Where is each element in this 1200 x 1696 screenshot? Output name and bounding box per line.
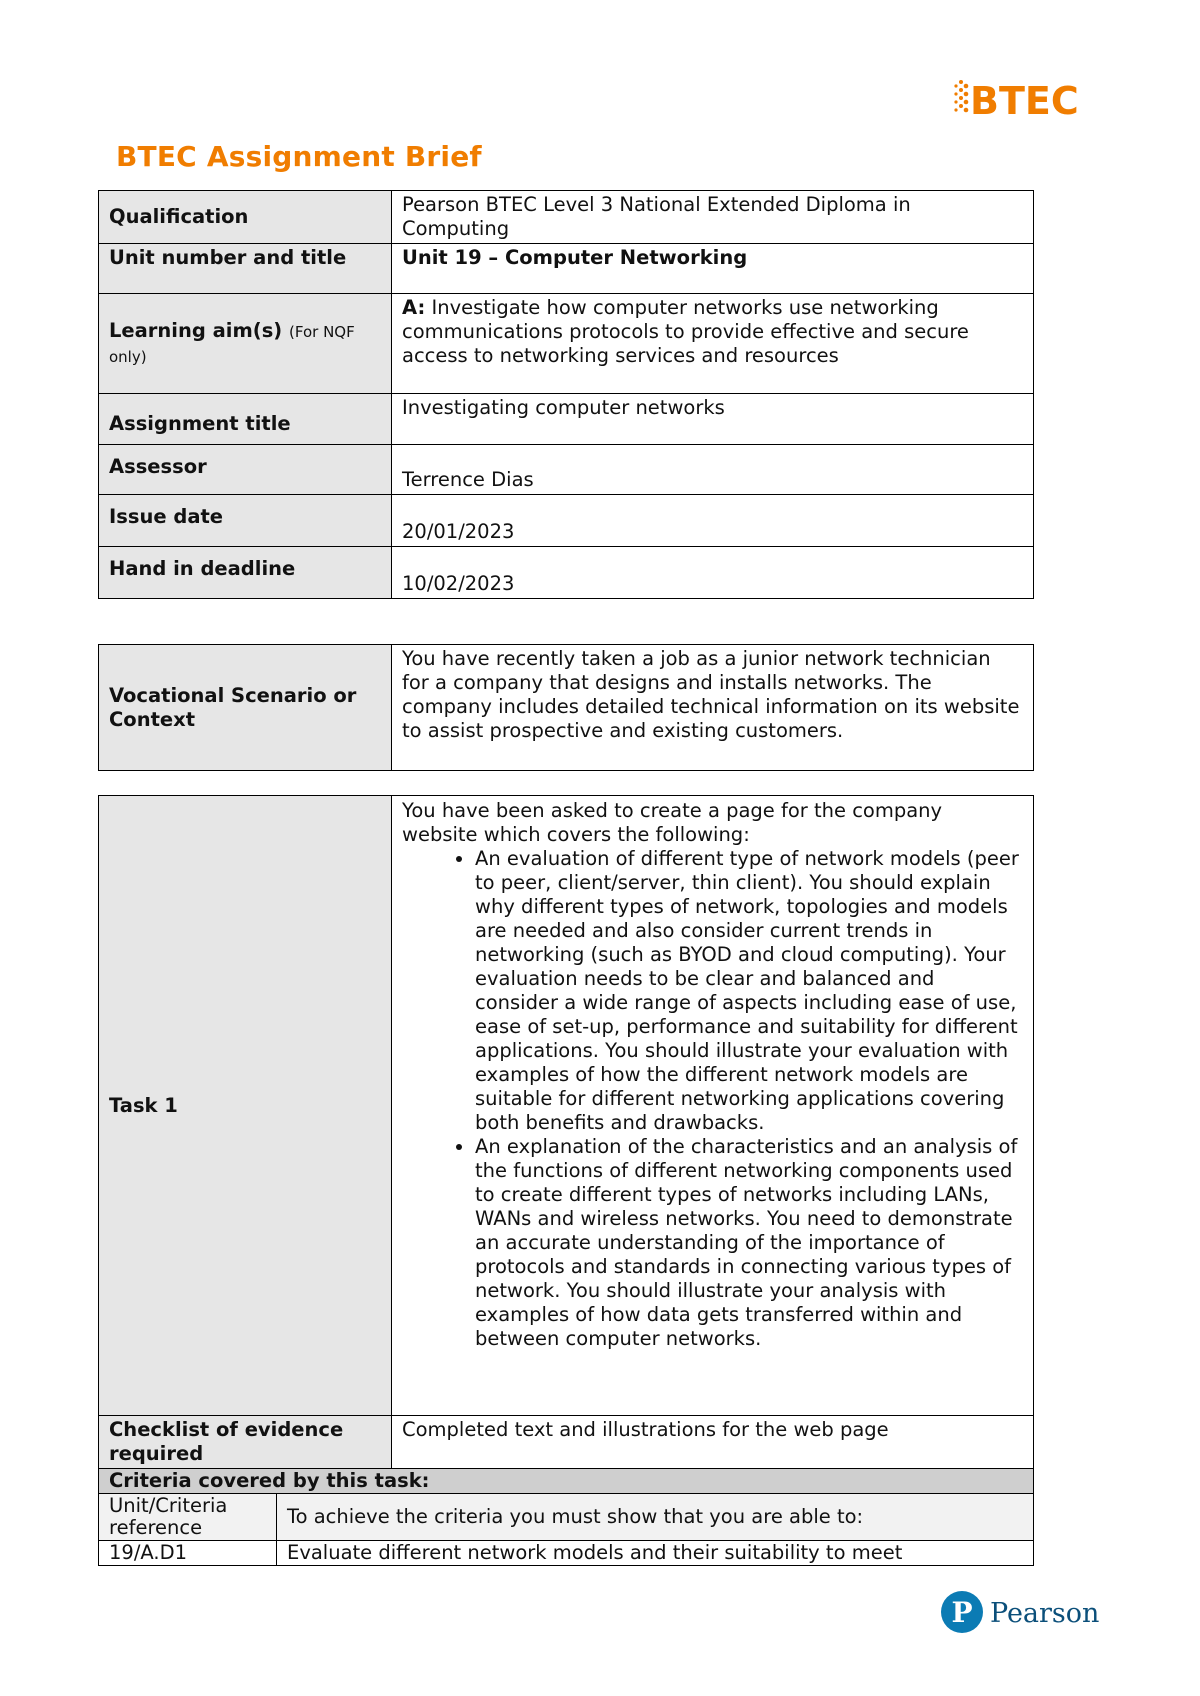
- svg-text:Pearson: Pearson: [990, 1598, 1100, 1629]
- task-bullet-list: [402, 847, 1023, 1351]
- svg-text:BTEC: BTEC: [970, 79, 1079, 122]
- task-table: [98, 795, 1034, 1566]
- task-label: Task 1: [99, 796, 392, 1416]
- scenario-text: You have recently taken a job as a junior network technician for a company that designs and installs networks. The company includes detailed technical information on its website to assist prospective and existing customers.: [392, 645, 1034, 771]
- scenario-table: [98, 644, 1034, 771]
- qualification-value: Pearson BTEC Level 3 National Extended Diploma in Computing: [392, 191, 1034, 244]
- criteria-row: [99, 1541, 1034, 1566]
- learning-aim-prefix: A:: [402, 296, 426, 319]
- task-bullet: • An explanation of the characteristics and an analysis of the functions of different networking components used to create different types of networks including LANs, WANs and wireless networks. You need to demonstrate an accurate understanding of the importance of protocols and standards in connecting various types of network. You should illustrate your analysis with examples of how data gets transferred within and between computer networks.: [475, 1135, 1023, 1351]
- details-table: [98, 190, 1034, 599]
- btec-logo: [950, 72, 1100, 122]
- learning-aim-note: (For NQF only): [109, 322, 355, 366]
- unit-label: Unit number and title: [99, 244, 392, 294]
- qualification-label: Qualification: [99, 191, 392, 244]
- checklist-value: Completed text and illustrations for the web page: [392, 1416, 1034, 1469]
- issue-date-label: Issue date: [99, 495, 392, 547]
- task-bullet: • An evaluation of different type of network models (peer to peer, client/server, thin client). You should explain why different types of network, topologies and models are needed and also consider current trends in networking (such as BYOD and cloud computing). Your evaluation needs to be clear and balanced and consider a wide range of aspects including ease of use, ease of set-up, performance and suitability for different applications. You should illustrate your evaluation with examples of how the different network models are suitable for different networking applications covering both benefits and drawbacks.: [475, 847, 1023, 1135]
- scenario-label: Vocational Scenario or Context: [99, 645, 392, 771]
- criteria-heading: Criteria covered by this task:: [99, 1469, 1034, 1494]
- assignment-title-label: Assignment title: [99, 394, 392, 445]
- pearson-logo: [940, 1586, 1100, 1638]
- criteria-ref: 19/A.D1: [99, 1541, 277, 1566]
- criteria-desc-header: To achieve the criteria you must show that you are able to:: [277, 1494, 1034, 1541]
- learning-aim-label: [99, 294, 392, 394]
- deadline-value: 10/02/2023: [392, 547, 1034, 599]
- unit-value: Unit 19 – Computer Networking: [392, 244, 1034, 294]
- criteria-ref-header: Unit/Criteria reference: [99, 1494, 277, 1541]
- assessor-value: Terrence Dias: [392, 445, 1034, 495]
- assignment-title-value: Investigating computer networks: [392, 394, 1034, 445]
- deadline-label: Hand in deadline: [99, 547, 392, 599]
- checklist-label: Checklist of evidence required: [99, 1416, 392, 1469]
- issue-date-value: 20/01/2023: [392, 495, 1034, 547]
- criteria-desc: Evaluate different network models and their suitability to meet: [277, 1541, 1034, 1566]
- learning-aim-label-text: Learning aim(s): [109, 318, 283, 342]
- assessor-label: Assessor: [99, 445, 392, 495]
- task-intro: You have been asked to create a page for the company website which covers the following:: [402, 799, 943, 846]
- svg-text:P: P: [951, 1596, 973, 1629]
- document-title: BTEC Assignment Brief: [116, 140, 482, 173]
- learning-aim-text: Investigate how computer networks use networking communications protocols to provide effective and secure access to networking services and resources: [402, 296, 969, 367]
- learning-aim-value: [392, 294, 1034, 394]
- task-body: [392, 796, 1034, 1416]
